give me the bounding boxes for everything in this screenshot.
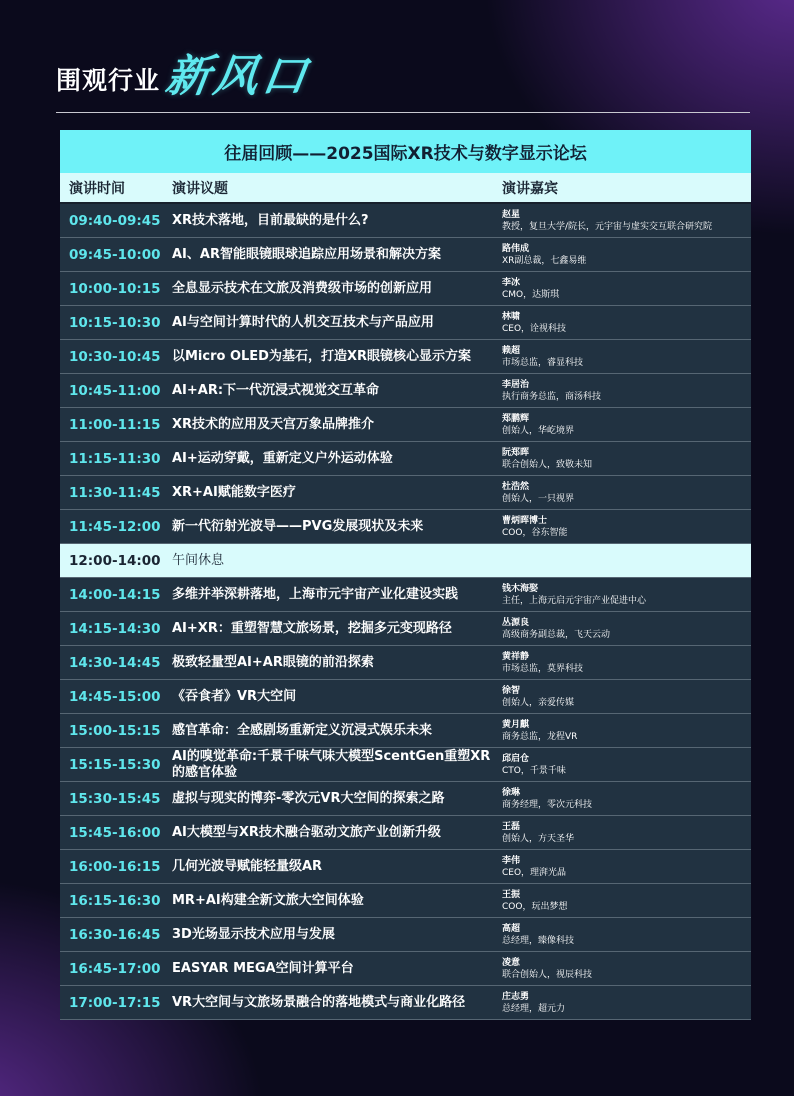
speaker-title: XR副总裁，七鑫易维 <box>502 255 587 266</box>
speaker-name: 凌意 <box>502 957 521 968</box>
speaker-title: CEO，诠视科技 <box>502 323 567 334</box>
speaker-title: CEO，理湃光晶 <box>502 867 567 878</box>
topic-cell: 虚拟与现实的博弈-零次元VR大空间的探索之路 <box>172 790 445 806</box>
speaker-name: 路伟成 <box>502 243 530 254</box>
table-header-row <box>60 173 751 204</box>
topic-cell: 午间休息 <box>172 552 225 568</box>
topic-cell: 以Micro OLED为基石，打造XR眼镜核心显示方案 <box>172 348 472 364</box>
speaker-title: 创始人，方天圣华 <box>502 833 575 844</box>
topic-cell: 《吞食者》VR大空间 <box>172 688 297 704</box>
time-cell: 14:00-14:15 <box>69 586 161 603</box>
topic-cell: 全息显示技术在文旅及消费级市场的创新应用 <box>172 280 433 296</box>
table-row <box>60 204 751 238</box>
table-row <box>60 272 751 306</box>
topic-cell: 极致轻量型AI+AR眼镜的前沿探索 <box>172 654 374 670</box>
time-cell: 11:00-11:15 <box>69 416 161 433</box>
speaker-name: 赖超 <box>502 345 521 356</box>
time-cell: 14:30-14:45 <box>69 654 161 671</box>
speaker-name: 王振 <box>502 889 521 900</box>
header-title: 围观行业 <box>56 66 161 95</box>
speaker-cell <box>502 991 751 1015</box>
speaker-name: 杜浩然 <box>502 481 530 492</box>
speaker-title: 市场总监，睿显科技 <box>502 357 584 368</box>
table-row <box>60 374 751 408</box>
time-cell: 10:45-11:00 <box>69 382 161 399</box>
speaker-title: 高级商务副总裁，飞天云动 <box>502 629 611 640</box>
table-row <box>60 578 751 612</box>
speaker-title: 创始人，华屹境界 <box>502 425 575 436</box>
speaker-name: 高超 <box>502 923 521 934</box>
time-cell: 09:45-10:00 <box>69 246 161 263</box>
time-cell: 14:45-15:00 <box>69 688 161 705</box>
time-cell: 11:15-11:30 <box>69 450 161 467</box>
speaker-title: 教授，复旦大学/院长，元宇宙与虚实交互联合研究院 <box>502 221 713 232</box>
time-cell: 10:30-10:45 <box>69 348 161 365</box>
speaker-name: 李冰 <box>502 277 521 288</box>
time-cell: 15:30-15:45 <box>69 790 161 807</box>
speaker-title: COO，谷东智能 <box>502 527 568 538</box>
speaker-title: 创始人，亲爱传媒 <box>502 697 575 708</box>
topic-cell: AI+AR:下一代沉浸式视觉交互革命 <box>172 382 380 398</box>
speaker-name: 李伟 <box>502 855 521 866</box>
table-row <box>60 748 751 782</box>
time-cell: 16:00-16:15 <box>69 858 161 875</box>
speaker-name: 邱启仓 <box>502 753 530 764</box>
time-cell: 15:15-15:30 <box>69 756 161 773</box>
speaker-cell <box>502 277 751 301</box>
speaker-cell <box>502 821 751 845</box>
speaker-name: 赵星 <box>502 209 521 220</box>
speaker-cell <box>502 311 751 335</box>
speaker-cell <box>502 753 751 777</box>
speaker-cell <box>502 889 751 913</box>
topic-cell: 几何光波导赋能轻量级AR <box>172 858 323 874</box>
topic-cell: MR+AI构建全新文旅大空间体验 <box>172 892 364 908</box>
speaker-name: 曹炳晖博士 <box>502 515 548 526</box>
speaker-cell <box>502 243 751 267</box>
speaker-cell <box>502 413 751 437</box>
speaker-cell <box>502 515 751 539</box>
speaker-cell <box>502 583 751 607</box>
table-row <box>60 714 751 748</box>
speaker-title: CTO，千景千味 <box>502 765 566 776</box>
topic-cell: EASYAR MEGA空间计算平台 <box>172 960 354 976</box>
table-row <box>60 442 751 476</box>
header-divider <box>56 112 750 113</box>
header-accent-title: 新风口 <box>162 51 314 102</box>
table-row <box>60 408 751 442</box>
table-row <box>60 884 751 918</box>
speaker-name: 丛源良 <box>502 617 530 628</box>
table-row <box>60 646 751 680</box>
speaker-cell <box>502 855 751 879</box>
speaker-title: COO，玩出梦想 <box>502 901 568 912</box>
speaker-name: 黄祥静 <box>502 651 530 662</box>
speaker-cell <box>502 719 751 743</box>
time-cell: 12:00-14:00 <box>69 552 161 569</box>
speaker-title: 总经理，臻像科技 <box>502 935 575 946</box>
speaker-title: 联合创始人，致敬未知 <box>502 459 593 470</box>
time-cell: 14:15-14:30 <box>69 620 161 637</box>
table-row <box>60 952 751 986</box>
topic-cell: 新一代衍射光波导——PVG发展现状及未来 <box>172 518 424 534</box>
speaker-title: CMO，达斯琪 <box>502 289 560 300</box>
table-row <box>60 680 751 714</box>
topic-cell: AI大模型与XR技术融合驱动文旅产业创新升级 <box>172 824 441 840</box>
topic-cell: AI的嗅觉革命:千景千味气味大模型ScentGen重塑XR的感官体验 <box>172 748 491 780</box>
speaker-cell <box>502 957 751 981</box>
time-cell: 15:00-15:15 <box>69 722 161 739</box>
topic-cell: AI、AR智能眼镜眼球追踪应用场景和解决方案 <box>172 246 441 262</box>
time-cell: 16:45-17:00 <box>69 960 161 977</box>
speaker-cell <box>502 787 751 811</box>
time-cell: 10:15-10:30 <box>69 314 161 331</box>
page-header <box>56 40 314 104</box>
time-cell: 11:45-12:00 <box>69 518 161 535</box>
topic-cell: VR大空间与文旅场景融合的落地模式与商业化路径 <box>172 994 466 1010</box>
speaker-cell <box>502 617 751 641</box>
speaker-name: 徐智 <box>502 685 521 696</box>
table-row <box>60 782 751 816</box>
speaker-name: 郑鹏辉 <box>502 413 530 424</box>
time-cell: 17:00-17:15 <box>69 994 161 1011</box>
speaker-title: 联合创始人，视辰科技 <box>502 969 593 980</box>
time-cell: 09:40-09:45 <box>69 212 161 229</box>
time-cell: 10:00-10:15 <box>69 280 161 297</box>
speaker-title: 商务经理，零次元科技 <box>502 799 593 810</box>
speaker-name: 徐琳 <box>502 787 521 798</box>
speaker-title: 创始人，一只视界 <box>502 493 575 504</box>
table-body <box>60 204 751 1020</box>
speaker-cell <box>502 923 751 947</box>
speaker-cell <box>502 651 751 675</box>
table-row <box>60 612 751 646</box>
table-row <box>60 238 751 272</box>
topic-cell: 3D光场显示技术应用与发展 <box>172 926 335 942</box>
break-row <box>60 544 751 578</box>
topic-cell: XR技术落地，目前最缺的是什么? <box>172 212 369 228</box>
topic-cell: AI与空间计算时代的人机交互技术与产品应用 <box>172 314 434 330</box>
speaker-name: 王磊 <box>502 821 521 832</box>
time-cell: 11:30-11:45 <box>69 484 161 501</box>
table-row <box>60 340 751 374</box>
table-row <box>60 816 751 850</box>
topic-cell: 感官革命：全感剧场重新定义沉浸式娱乐未来 <box>172 722 433 738</box>
speaker-name: 阮郑晖 <box>502 447 530 458</box>
topic-cell: AI+XR：重塑智慧文旅场景，挖掘多元变现路径 <box>172 620 452 636</box>
speaker-cell <box>502 345 751 369</box>
speaker-cell <box>502 481 751 505</box>
speaker-name: 钱木海娶 <box>502 583 539 594</box>
speaker-name: 林啸 <box>502 311 521 322</box>
speaker-cell <box>502 447 751 471</box>
table-title: 往届回顾——2025国际XR技术与数字显示论坛 <box>60 130 751 173</box>
speaker-cell <box>502 685 751 709</box>
speaker-name: 李居治 <box>502 379 530 390</box>
speaker-title: 商务总监，龙程VR <box>502 731 578 742</box>
time-cell: 16:15-16:30 <box>69 892 161 909</box>
speaker-name: 庄志勇 <box>502 991 530 1002</box>
time-cell: 15:45-16:00 <box>69 824 161 841</box>
table-row <box>60 510 751 544</box>
topic-cell: 多维并举深耕落地，上海市元宇宙产业化建设实践 <box>172 586 459 602</box>
speaker-title: 总经理，超元力 <box>502 1003 566 1014</box>
column-header-time: 演讲时间 <box>69 180 125 197</box>
table-row <box>60 986 751 1020</box>
topic-cell: XR+AI赋能数字医疗 <box>172 484 296 500</box>
column-header-speaker: 演讲嘉宾 <box>502 180 558 197</box>
agenda-table <box>60 130 751 1020</box>
speaker-title: 执行商务总监，商汤科技 <box>502 391 602 402</box>
topic-cell: XR技术的应用及天宫万象品牌推介 <box>172 416 375 432</box>
topic-cell: AI+运动穿戴，重新定义户外运动体验 <box>172 450 393 466</box>
table-row <box>60 476 751 510</box>
table-row <box>60 306 751 340</box>
column-header-topic: 演讲议题 <box>172 180 228 197</box>
table-row <box>60 850 751 884</box>
time-cell: 16:30-16:45 <box>69 926 161 943</box>
speaker-name: 黄月麒 <box>502 719 530 730</box>
speaker-title: 主任，上海元启元宇宙产业促进中心 <box>502 595 647 606</box>
speaker-cell <box>502 379 751 403</box>
table-row <box>60 918 751 952</box>
speaker-cell <box>502 209 751 233</box>
speaker-title: 市场总监，莫界科技 <box>502 663 584 674</box>
